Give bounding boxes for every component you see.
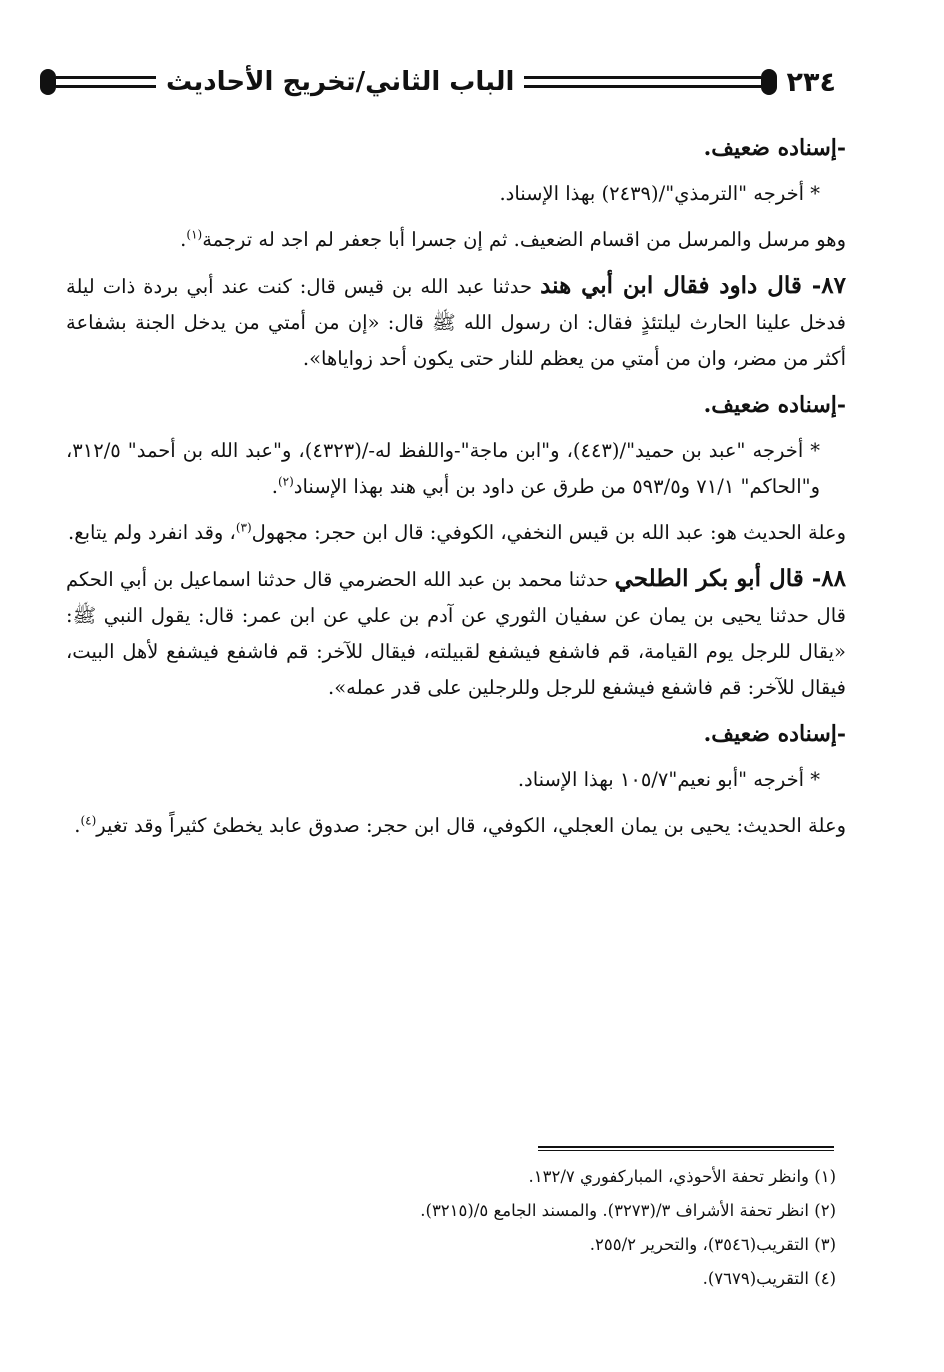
header-double-rule-left <box>56 76 156 88</box>
footnote-1: (١) وانظر تحفة الأحوذي، المباركفوري ١٣٢/٧. <box>528 1167 836 1186</box>
paragraph-text: وعلة الحديث هو: عبد الله بن قيس النخفي، الكوفي: قال ابن حجر: مجهول <box>251 521 846 544</box>
illa-paragraph: وعلة الحديث: يحيى بن يمان العجلي، الكوفي، قال ابن حجر: صدوق عابد يخطئ كثيراً وقد تغير$^{(٤)}$. <box>74 813 846 837</box>
footnote-3: (٣) التقريب(٣٥٤٦)، والتحرير ٢٥٥/٢. <box>589 1235 836 1254</box>
paragraph-text: وهو مرسل والمرسل من اقسام الضعيف. ثم إن جسرا أبا جعفر لم اجد له ترجمة <box>202 228 846 251</box>
header-ornament-right <box>761 69 777 95</box>
isnad-grade: -إسناده ضعيف. <box>703 392 846 418</box>
hadith-text: حدثنا عبد الله بن قيس قال: كنت عند أبي بردة ذات ليلة فدخل علينا الحارث ليلتئذٍ فقال: ان رسول الله ﷺ قال: «إن من أمتي من يدخل الجنة بشفاعة أكثر من مضر، وان من أمتي من يعظم للنار حتى يكون أحد زواياها». <box>66 275 846 370</box>
commentary-paragraph: وهو مرسل والمرسل من اقسام الضعيف. ثم إن جسرا أبا جعفر لم اجد له ترجمة$^{(١)}$. <box>180 227 846 251</box>
hadith-88 <box>66 561 846 706</box>
hadith-87 <box>66 268 846 377</box>
header-double-rule-right <box>524 76 760 88</box>
paragraph-text: * أخرجه "عبد بن حميد"/(٤٤٣)، و"ابن ماجة"-واللفظ له-/(٤٣٢٣)، و"عبد الله بن أحمد" ٣١٢/٥، و"الحاكم" ٧١/١ و٥٩٣/٥ من طرق عن داود بن أبي هند بهذا الإسناد <box>66 439 820 498</box>
isnad-grade: -إسناده ضعيف. <box>703 135 846 161</box>
footnote-ref: (١) <box>186 227 203 242</box>
takhrij-paragraph: * أخرجه "أبو نعيم"١٠٥/٧ بهذا الإسناد. <box>517 768 820 791</box>
footnotes <box>300 1160 836 1296</box>
illa-paragraph <box>66 515 846 551</box>
hadith-number-heading: ٨٨- قال أبو بكر الطلحي <box>614 565 846 592</box>
footnote-4: (٤) التقريب(٧٦٧٩). <box>702 1269 836 1288</box>
footnote-ref: (٢) <box>277 474 294 489</box>
footnote-ref: (٣) <box>235 520 252 535</box>
takhrij-paragraph: * أخرجه "عبد بن حميد"/(٤٤٣)، و"ابن ماجة"-واللفظ له-/(٤٣٢٣)، و"عبد الله بن أحمد" ٣١٢/٥، و"الحاكم" ٧١/١ و٥٩٣/٥ من طرق عن داود بن أبي هند بهذا الإسناد$^{(٢)}$. <box>66 439 820 498</box>
takhrij-paragraph: * أخرجه "الترمذي"/(٢٤٣٩) بهذا الإسناد. <box>499 182 820 205</box>
main-text <box>66 130 846 854</box>
paragraph-text-cont: ، وقد انفرد ولم يتابع. <box>68 521 236 544</box>
page-number: ٢٣٤ <box>786 66 836 98</box>
footnote-2: (٢) انظر تحفة الأشراف ٣/(٣٢٧٣). والمسند الجامع ٥/(٣٢١٥). <box>420 1201 836 1220</box>
paragraph-text: وعلة الحديث: يحيى بن يمان العجلي، الكوفي، قال ابن حجر: صدوق عابد يخطئ كثيراً وقد تغير <box>96 814 846 837</box>
running-title: الباب الثاني/تخريج الأحاديث <box>166 67 515 97</box>
header-ornament-left <box>40 69 56 95</box>
running-header <box>40 58 836 106</box>
footnote-separator <box>538 1146 834 1151</box>
hadith-number-heading: ٨٧- قال داود فقال ابن أبي هند <box>540 272 846 299</box>
hadith-text: حدثنا محمد بن عبد الله الحضرمي قال حدثنا اسماعيل بن أبي الحكم قال حدثنا يحيى بن يمان عن سفيان الثوري عن آدم بن علي عن ابن عمر: قال: يقول النبي ﷺ: «يقال للرجل يوم القيامة، قم فاشفع فيشفع لقبيلته، فيقال للآخر: قم فاشفع فيشفع لأهل البيت، فيقال للآخر: قم فاشفع فيشفع للرجل وللرجلين على قدر عمله». <box>66 568 846 699</box>
footnote-ref: (٤) <box>80 813 97 828</box>
isnad-grade: -إسناده ضعيف. <box>703 721 846 747</box>
